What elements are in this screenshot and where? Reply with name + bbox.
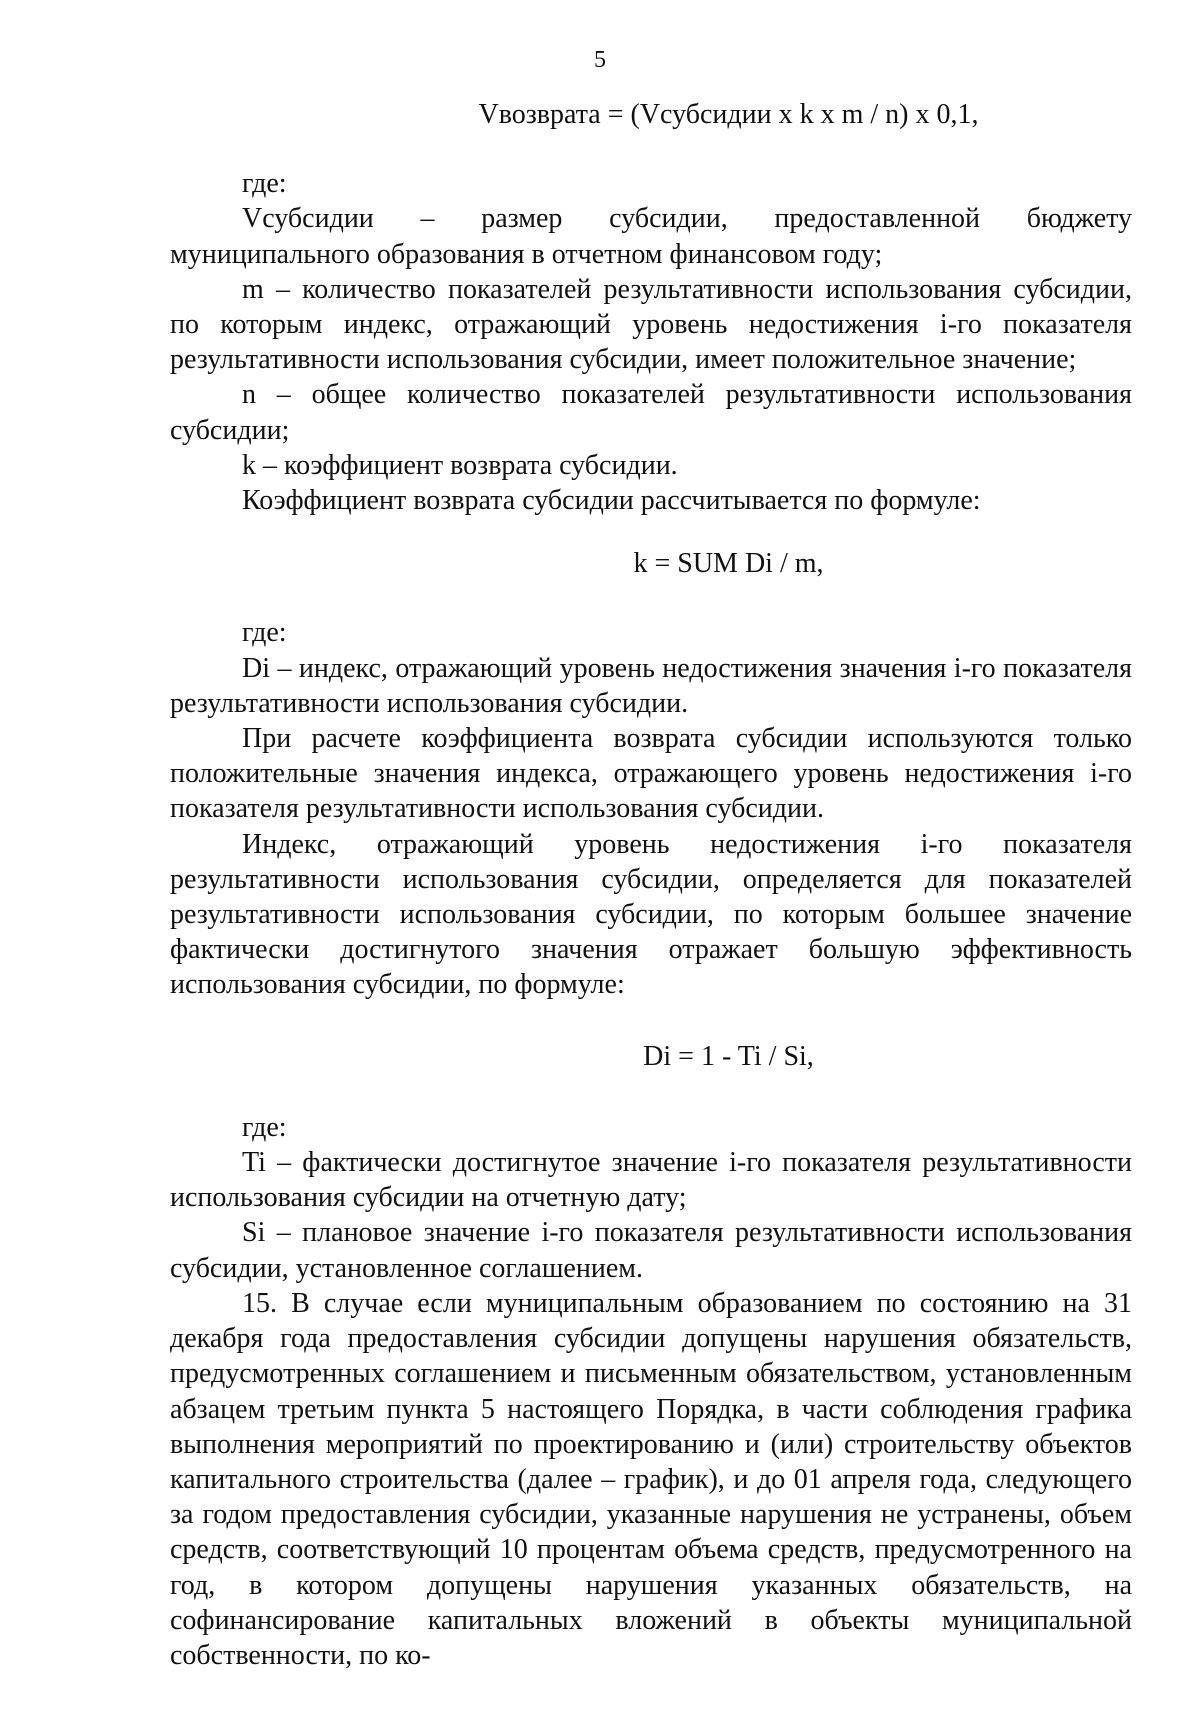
paragraph-15: 15. В случае если муниципальным образованием по состоянию на 31 декабря года предоставления субсидии допущены нарушения обязательств, предусмотренных соглашением и письменным обязательством, установленным абзацем третьим пункта 5 настоящего Порядка, в части соблюдения графика выполнения мероприятий по проектированию и (или) строительству объектов капитального строительства (далее – график), и до 01 апреля года, следующего за годом предоставления субсидии, указанные нарушения не устранены, объем средств, соответствующий 10 процентам объема средств, предусмотренного на год, в котором допущены нарушения указанных обязательств, на софинансирование капитальных вложений в объекты муниципальной собственности, по ко- — [170, 1287, 1132, 1671]
definition-di: Di – индекс, отражающий уровень недостижения значения i-го показателя результативности использования субсидии. — [170, 652, 1132, 719]
definition-k: k – коэффициент возврата субсидии. — [242, 449, 678, 481]
definition-m: m – количество показателей результативности использования субсидии, по которым индекс, отражающий уровень недостижения i-го показателя результативности использования субсидии, имеет положительное значение; — [170, 273, 1132, 376]
paragraph-index-definition: Индекс, отражающий уровень недостижения i-го показателя результативности использования субсидии, определяется для показателей результативности использования субсидии, по которым большее значение фактически достигнутого значения отражает большую эффективность использования субсидии, по формуле: — [170, 828, 1132, 1001]
formula-di: Di = 1 - Ti / Si, — [643, 1040, 814, 1072]
definition-si: Si – плановое значение i-го показателя результативности использования субсидии, установленное соглашением. — [170, 1217, 1132, 1284]
where-label: где: — [242, 168, 287, 200]
where-label: где: — [242, 617, 287, 649]
formula-k: k = SUM Di / m, — [633, 548, 824, 580]
paragraph-positive-values: При расчете коэффициента возврата субсидии используются только положительные значения индекса, отражающего уровень недостижения i-го показателя результативности использования субсидии. — [170, 723, 1132, 825]
definition-n: n – общее количество показателей результативности использования субсидии; — [170, 379, 1132, 446]
where-label: где: — [242, 1111, 287, 1143]
definition-ti: Ti – фактически достигнутое значение i-го показателя результативности использования субсидии на отчетную дату; — [170, 1147, 1132, 1214]
document-body — [170, 97, 1132, 1673]
formula-refund-volume: Vвозврата = (Vсубсидии x k x m / n) x 0,1, — [478, 99, 979, 130]
definition-vsubsidy: Vсубсидии – размер субсидии, предоставленной бюджету муниципального образования в отчетном финансовом году; — [170, 203, 1132, 270]
k-formula-intro: Коэффициент возврата субсидии рассчитывается по формуле: — [242, 485, 981, 517]
page-number: 5 — [594, 47, 606, 73]
